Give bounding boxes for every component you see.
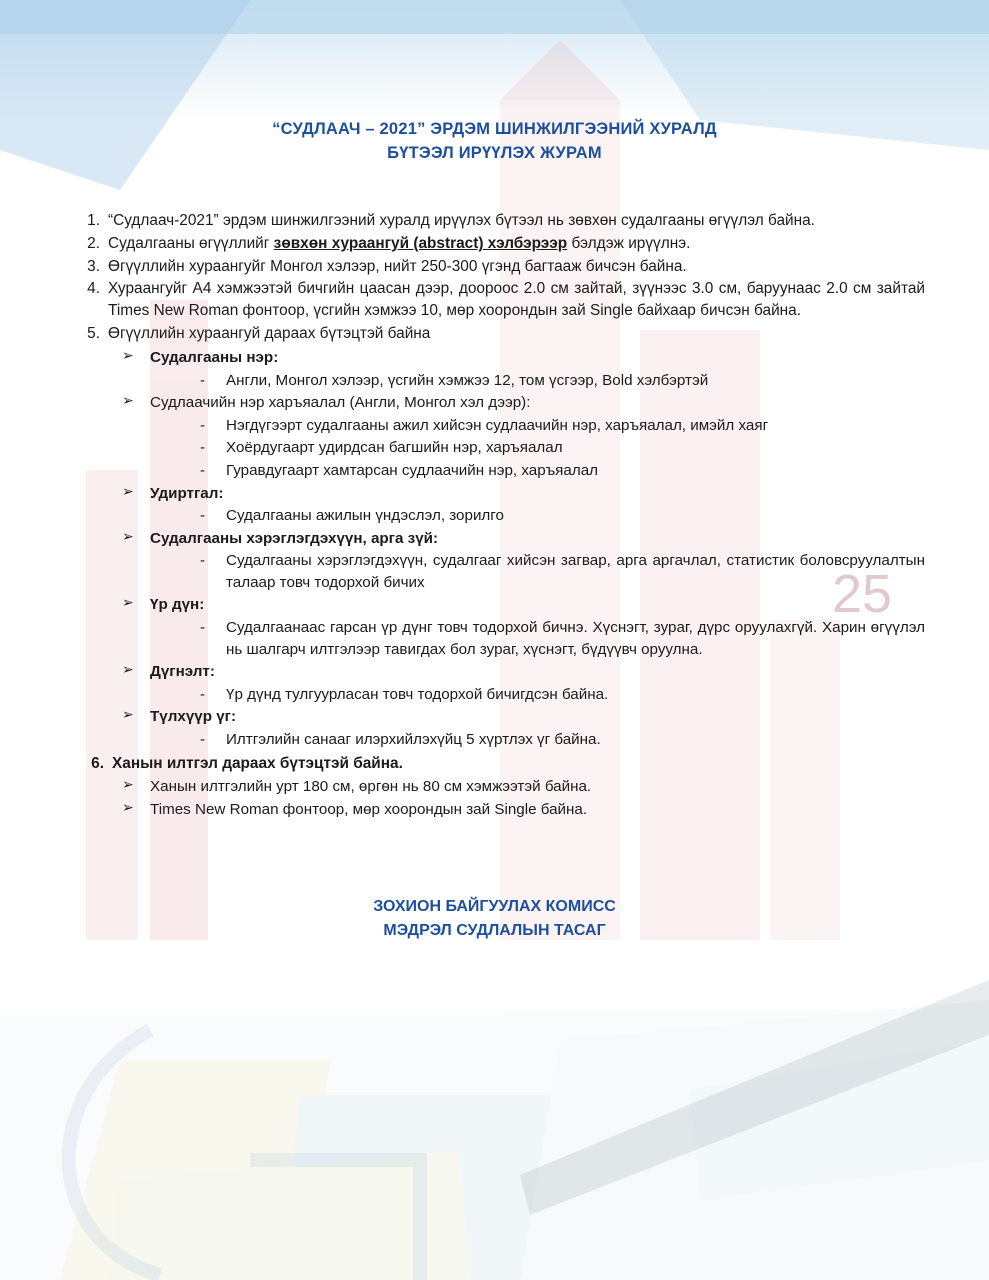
item-number: 3. — [87, 257, 100, 275]
structure-sublist — [150, 729, 925, 751]
list-item-1 — [64, 210, 925, 232]
dash-bullet-icon: - — [200, 416, 206, 434]
structure-item-conclusion — [104, 661, 925, 705]
sub-item-text: Судалгааны хэрэглэгдэхүүн, судалгааг хийсэн загвар, арга аргачлал, статистик боловсруулалтын талаар товч тодорхой бичих — [226, 552, 925, 591]
sub-item — [192, 370, 925, 392]
structure-sublist — [150, 505, 925, 527]
item-text: Өгүүллийн хураангуйг Монгол хэлээр, нийт 250-300 үгэнд багтааж бичсэн байна. — [108, 257, 687, 275]
sub-item-text: Судалгааны ажилын үндэслэл, зорилго — [226, 507, 504, 525]
structure-label: Судлаачийн нэр харъяалал (Англи, Монгол хэл дээр): — [150, 394, 531, 412]
signature-block — [64, 895, 925, 943]
sub-item-text: Гуравдугаарт хамтарсан судлаачийн нэр, харъяалал — [226, 461, 599, 479]
structure-sublist — [150, 550, 925, 593]
item-number: 5. — [87, 325, 100, 343]
arrow-bullet-icon: ➢ — [122, 527, 134, 544]
list-item-2 — [64, 233, 925, 255]
item-text: Өгүүллийн хураангуй дараах бүтэцтэй байна — [108, 325, 431, 343]
signature-line-2: МЭДРЭЛ СУДЛАЛЫН ТАСАГ — [383, 921, 606, 939]
arrow-bullet-icon: ➢ — [122, 706, 134, 723]
sub-item — [192, 415, 925, 437]
item6-sublist — [64, 776, 925, 820]
dash-bullet-icon: - — [200, 619, 206, 637]
item-text: “Судлаач-2021” эрдэм шинжилгээний хуралд ирүүлэх бүтээл нь зөвхөн судалгааны өгүүлэл байна. — [108, 211, 815, 229]
dash-bullet-icon: - — [200, 730, 206, 748]
structure-sublist — [150, 370, 925, 392]
structure-item-research-title — [104, 347, 925, 391]
dash-bullet-icon: - — [200, 461, 206, 479]
structure-label: Түлхүүр үг: — [150, 708, 237, 726]
structure-label: Үр дүн: — [150, 596, 205, 614]
structure-sublist — [150, 415, 925, 482]
arrow-bullet-icon: ➢ — [122, 392, 134, 409]
list-item-5 — [64, 323, 925, 345]
sub-item-text: Англи, Монгол хэлээр, үсгийн хэмжээ 12, том үсгээр, Bold хэлбэртэй — [226, 371, 709, 389]
sub-item-text: Судалгаанаас гарсан үр дүнг товч тодорхой бичнэ. Хүснэгт, зураг, дүрс оруулахгүй. Харин өгүүлэл нь шалгарч илтгэлээр тавигдах бол зураг, хүснэгт, бүдүүвч оруулна. — [226, 619, 925, 658]
dash-bullet-icon: - — [200, 507, 206, 525]
dash-bullet-icon: - — [200, 685, 206, 703]
sub-item-text: Үр дүнд тулгуурласан товч тодорхой бичигдсэн байна. — [226, 685, 609, 703]
title-line-2: БҮТЭЭЛ ИРҮҮЛЭХ ЖУРАМ — [387, 143, 602, 162]
item-number: 1. — [87, 211, 100, 229]
sub-item-text: Хоёрдугаарт удирдсан багшийн нэр, харъяалал — [226, 439, 563, 457]
structure-sublist — [150, 617, 925, 660]
item6-sub-text: Ханын илтгэлийн урт 180 см, өргөн нь 80 см хэмжээтэй байна. — [150, 778, 592, 796]
structure-item-keywords — [104, 706, 925, 750]
dash-bullet-icon: - — [200, 439, 206, 457]
structure-label: Судалгааны нэр: — [150, 349, 279, 367]
numbered-list — [64, 210, 925, 345]
numbered-list-continued — [64, 753, 925, 775]
arrow-bullet-icon: ➢ — [122, 776, 134, 793]
sub-item — [192, 617, 925, 660]
item-number: 4. — [87, 280, 100, 298]
sub-item-text: Нэгдүгээрт судалгааны ажил хийсэн судлаачийн нэр, харъяалал, имэйл хаяг — [226, 416, 769, 434]
item-number: 6. — [91, 754, 104, 772]
sub-item — [192, 729, 925, 751]
sub-item — [192, 437, 925, 459]
structure-item-introduction — [104, 483, 925, 527]
sub-item — [192, 550, 925, 593]
item-text-post: бэлдэж ирүүлнэ. — [567, 234, 691, 252]
item-text-emphasis: зөвхөн хураангуй (abstract) хэлбэрээр — [273, 234, 568, 252]
sub-item — [192, 460, 925, 482]
arrow-bullet-icon: ➢ — [122, 347, 134, 364]
structure-label: Удиртгал: — [150, 484, 224, 502]
item-text — [108, 235, 690, 252]
sub-item-text: Илтгэлийн санааг илэрхийлэхүйц 5 хүртлэх үг байна. — [226, 730, 601, 748]
arrow-bullet-icon: ➢ — [122, 594, 134, 611]
page-title — [64, 118, 925, 166]
list-item-6 — [64, 753, 925, 775]
item-text: Хураангуйг А4 хэмжээтэй бичгийн цаасан дээр, доороос 2.0 см зайтай, зүүнээс 3.0 см, баруунаас 2.0 см зайтай Times New Roman фонтоор, үсгийн хэмжээ 10, мөр хоорондын зай Single байхаар бичсэн байна. — [108, 280, 925, 320]
structure-item-author-affiliation — [104, 392, 925, 481]
item6-sub-item — [104, 776, 925, 798]
structure-item-results — [104, 594, 925, 660]
sub-item — [192, 505, 925, 527]
structure-label: Дүгнэлт: — [150, 663, 215, 681]
structure-label: Судалгааны хэрэглэгдэхүүн, арга зүй: — [150, 529, 439, 547]
item-number: 2. — [87, 234, 100, 252]
structure-list — [64, 347, 925, 750]
structure-sublist — [150, 684, 925, 706]
item-text: Ханын илтгэл дараах бүтэцтэй байна. — [112, 754, 403, 772]
item-text-pre: Судалгааны өгүүллийг — [108, 234, 274, 252]
sub-item — [192, 684, 925, 706]
document-body — [64, 210, 925, 943]
title-line-1: “СУДЛААЧ – 2021” ЭРДЭМ ШИНЖИЛГЭЭНИЙ ХУРАЛД — [272, 120, 717, 138]
item6-sub-text: Times New Roman фонтоор, мөр хоорондын зай Single байна. — [150, 800, 588, 818]
arrow-bullet-icon: ➢ — [122, 482, 134, 499]
dash-bullet-icon: - — [200, 371, 206, 389]
dash-bullet-icon: - — [200, 552, 206, 570]
list-item-4 — [64, 278, 925, 322]
item6-sub-item — [104, 799, 925, 821]
structure-item-methods — [104, 528, 925, 594]
svg-text:25: 25 — [831, 564, 893, 624]
arrow-bullet-icon: ➢ — [122, 798, 134, 815]
signature-line-1: ЗОХИОН БАЙГУУЛАХ КОМИСС — [373, 897, 616, 915]
arrow-bullet-icon: ➢ — [122, 661, 134, 678]
list-item-3 — [64, 256, 925, 278]
